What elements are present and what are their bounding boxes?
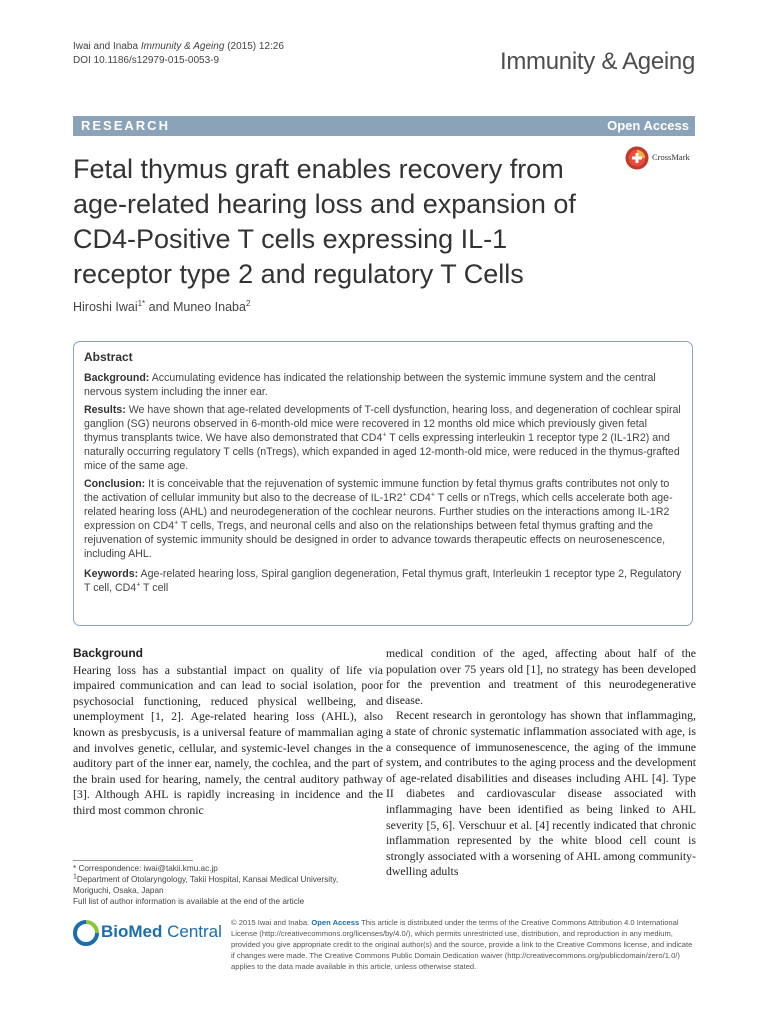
doi[interactable]: DOI 10.1186/s12979-015-0053-9 xyxy=(73,55,220,66)
author-sup: 2 xyxy=(245,298,251,308)
correspondence[interactable]: * Correspondence: iwai@takii.kmu.ac.jp xyxy=(73,864,218,873)
crossmark-badge[interactable] xyxy=(624,145,704,171)
article-type-bar xyxy=(73,116,695,136)
article-type-label: RESEARCH xyxy=(81,118,170,133)
citation-journal: Immunity & Ageing xyxy=(140,41,225,52)
open-access-label: Open Access xyxy=(607,118,689,133)
citation-line xyxy=(73,40,393,68)
abstract-results: Results: We have shown that age-related developments of T-cell dysfunction, hearing loss, and degeneration of cochlear spiral ganglion (SG) neurons observed in 6-month-old mice were recovered in 12 months old mice which previously given fetal thymus transplants twice. We have also demonstrated that CD4+ T cells expressing interleukin 1 receptor type 2 (IL-1R2) and naturally occurring regulatory T cells (nTregs), which expanded in aged 12-month-old mice, were reduced in the thymus-grafted mice of the same age. xyxy=(84,404,681,472)
body-paragraph: Recent research in gerontology has shown that inflammaging, a state of chronic systematic inflammation associated with age, is a consequence of immunosenescence, the aging of the immune system, and contributes to the aging process and the development of age-related disabilities and diseases including AHL [4]. Type II diabetes and cardiovascular disease associated with inflammaging have been identified as being linked to AHL severity [5, 6]. Verschuur et al. [4] recently indicated that chronic inflammation represented by the white blood cell count is strongly associated with a worsening of AHL among community-dwelling adults xyxy=(386,708,696,879)
license-text: © 2015 Iwai and Inaba. Open Access This article is distributed under the terms of the Creative Commons Attribution 4.0 International License (http://creativecommons.org/licenses/by/4.0/), which permits unrestricted use, distribution, and reproduction in any medium, provided you give appropriate credit to the original author(s) and the source, provide a link to the Creative Commons license, and indicate if changes were made. The Creative Commons Public Domain Dedication waiver (http://creativecommons.org/publicdomain/zero/1.0/) applies to the data made available in this article, unless otherwise stated. xyxy=(231,918,693,971)
abstract-heading: Abstract xyxy=(84,350,133,364)
crossmark-icon xyxy=(624,145,650,171)
abstract-box xyxy=(73,341,693,626)
footnote-divider xyxy=(73,860,193,861)
body-paragraph: Hearing loss has a substantial impact on quality of life via impaired communication and can lead to social isolation, poor psychosocial functioning, reduced physical wellbeing, and unemployment [1, 2]. Age-related hearing loss (AHL), also known as presbycusis, is a universal feature of mammalian aging and involves genetic, cellular, and systemic-level changes in the auditory part of the inner ear, namely, the cochlea, and the part of the brain used for hearing, namely, the central auditory pathway [3]. Although AHL is rapidly increasing in incidence and the third most common chronic xyxy=(73,662,383,817)
affiliation: $^1$Department of Otolaryngology, Takii Hospital, Kansai Medical University, Moriguchi, Osaka, Japan xyxy=(73,873,339,895)
citation-authors: Iwai and Inaba xyxy=(73,41,139,52)
body-column-left xyxy=(73,646,383,819)
biomed-central-icon xyxy=(73,920,99,946)
abstract-conclusion: Conclusion: It is conceivable that the rejuvenation of systemic immune function by fetal thymus grafts contributes not only to the activation of cellular immunity but also to the decrease of IL-1R2+ CD4+ T cells or nTregs, which cells accelerate both age-related hearing loss (AHL) and neurodegeneration of the cochlear neurons. Further studies on the interactions among IL-1R2 expression on CD4+ T cells, Tregs, and neuronal cells and also on the relationships between fetal thymus grafting and the rejuvenation of systemic immunity should be designed in order to advance towards therapeutic effects on neurosenescence, including AHL. xyxy=(84,478,673,560)
author-sup: 1* xyxy=(137,298,146,308)
author-list xyxy=(73,300,250,314)
citation-volume: (2015) 12:26 xyxy=(227,41,284,52)
publisher-name: BioMed Central xyxy=(101,922,222,941)
body-paragraph: medical condition of the aged, affecting about half of the population over 75 years old [1], no strategy has been developed for the prevention and treatment of this neurodegenerative disease. xyxy=(386,646,696,707)
publisher-logo[interactable] xyxy=(73,919,223,949)
author-name[interactable]: Hiroshi Iwai xyxy=(73,300,138,314)
crossmark-label: CrossMark xyxy=(652,152,690,162)
footnotes xyxy=(73,863,373,907)
article-title: Fetal thymus graft enables recovery from age-related hearing loss and expansion of CD4-Positive T cells expressing IL-1 receptor type 2 and regulatory T Cells xyxy=(73,154,576,289)
abstract-background: Background: Accumulating evidence has indicated the relationship between the systemic immune system and the central nervous system including the inner ear. xyxy=(84,372,656,398)
section-heading: Background xyxy=(73,646,144,660)
author-info-note: Full list of author information is available at the end of the article xyxy=(73,897,305,906)
abstract-keywords: Keywords: Age-related hearing loss, Spiral ganglion degeneration, Fetal thymus graft, Interleukin 1 receptor type 2, Regulatory T cell, CD4+ T cell xyxy=(84,568,682,594)
author-name[interactable]: and Muneo Inaba xyxy=(145,300,246,314)
body-column-right xyxy=(386,646,696,880)
journal-name: Immunity & Ageing xyxy=(500,48,695,75)
